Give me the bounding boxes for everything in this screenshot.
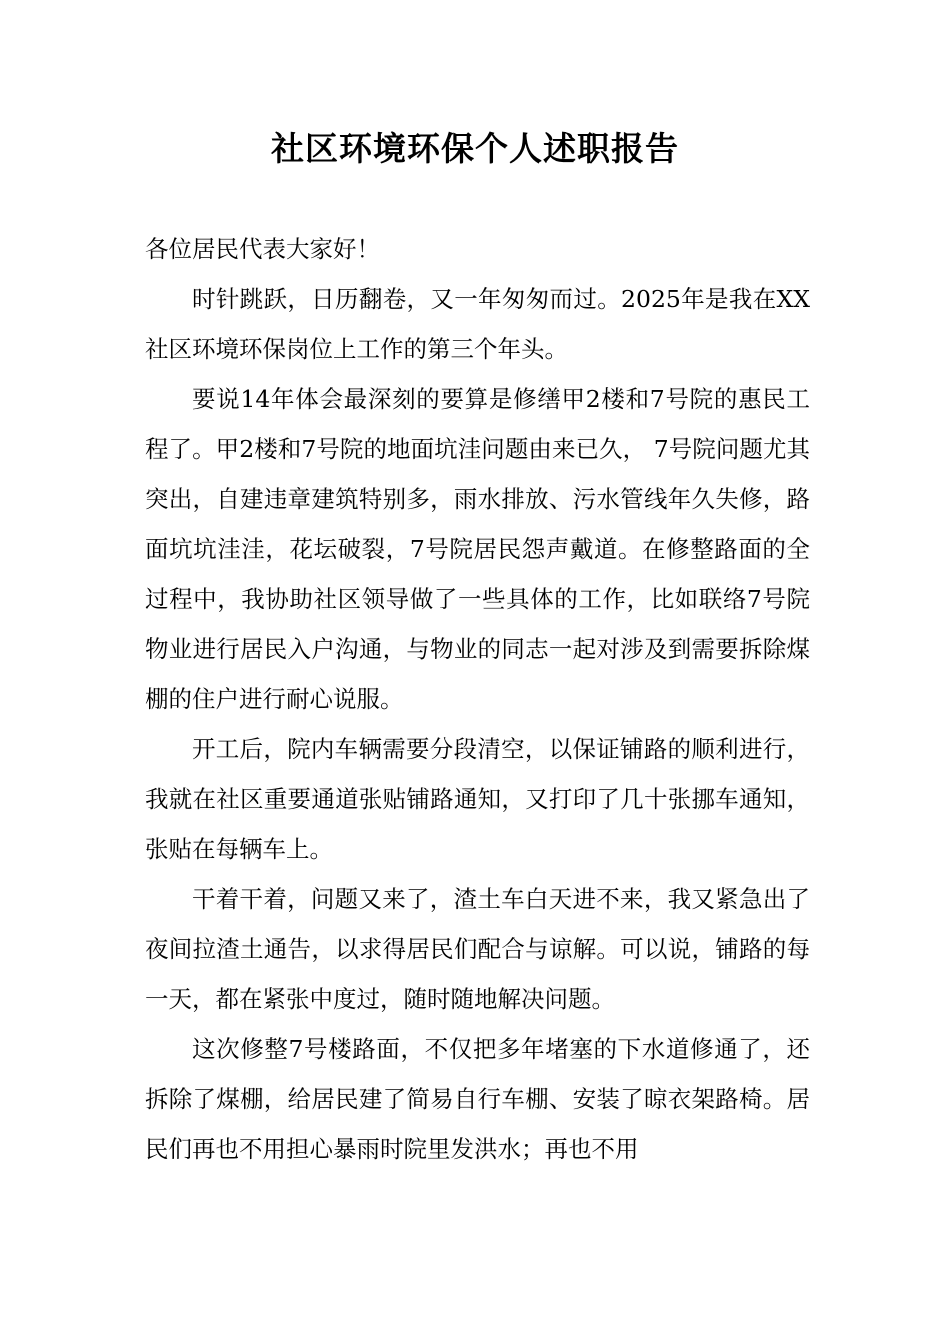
paragraph-5: 这次修整7号楼路面，不仅把多年堵塞的下水道修通了，还拆除了煤棚，给居民建了简易自行车棚、安装了晾衣架路椅。居民们再也不用担心暴雨时院里发洪水；再也不用	[145, 1035, 810, 1163]
paragraph-3: 开工后，院内车辆需要分段清空，以保证铺路的顺利进行，我就在社区重要通道张贴铺路通知，又打印了几十张挪车通知，张贴在每辆车上。	[145, 735, 810, 863]
document-body	[145, 224, 810, 1174]
document-title: 社区环境环保个人述职报告	[271, 129, 679, 168]
salutation: 各位居民代表大家好！	[145, 235, 380, 263]
paragraph-4: 干着干着，问题又来了，渣土车白天进不来，我又紧急出了夜间拉渣土通告，以求得居民们配合与谅解。可以说，铺路的每一天，都在紧张中度过，随时随地解决问题。	[145, 885, 810, 1013]
paragraph-1: 时针跳跃，日历翻卷，又一年匆匆而过。2025年是我在XX社区环境环保岗位上工作的第三个年头。	[145, 285, 810, 363]
paragraph-2: 要说14年体会最深刻的要算是修缮甲2楼和7号院的惠民工程了。甲2楼和7号院的地面坑洼问题由来已久， 7号院问题尤其突出，自建违章建筑特别多，雨水排放、污水管线年久失修，路面坑坑洼洼，花坛破裂，7号院居民怨声戴道。在修整路面的全过程中，我协助社区领导做了一些具体的工作，比如联络7号院物业进行居民入户沟通，与物业的同志一起对涉及到需要拆除煤棚的住户进行耐心说服。	[145, 385, 810, 713]
